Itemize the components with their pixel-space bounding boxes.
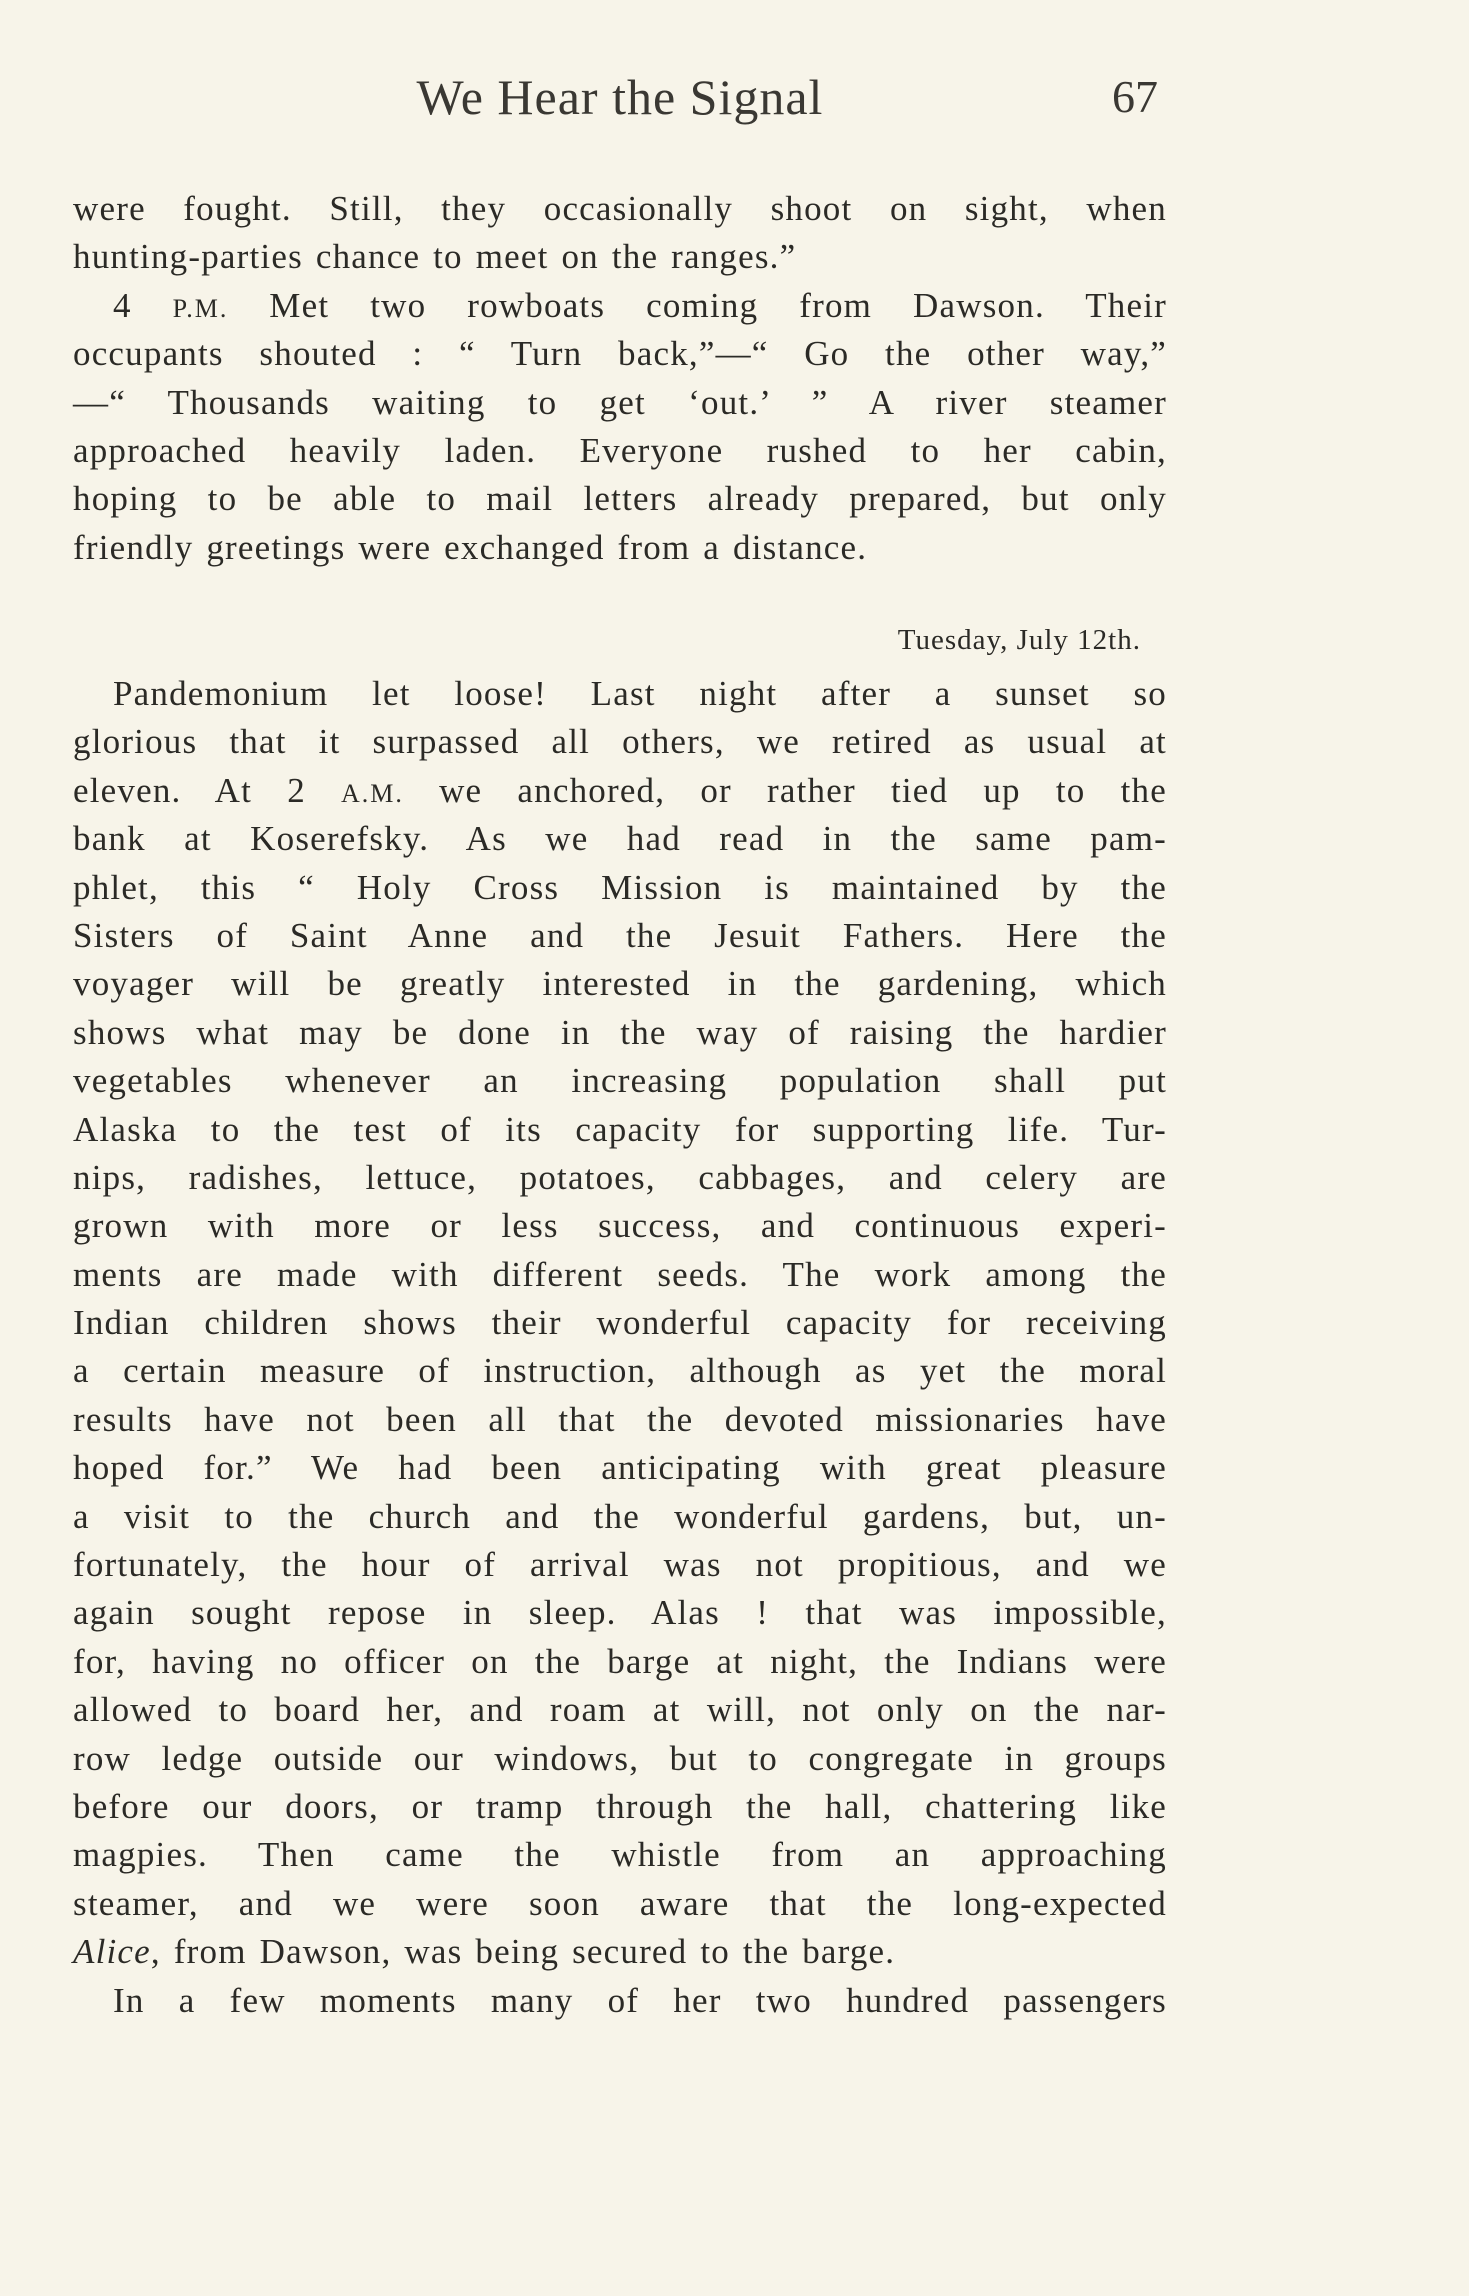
- line-text: grown with more or less success, and continuous experi-: [73, 1206, 1167, 1246]
- line-text: results have not been all that the devoted missionaries have: [73, 1399, 1167, 1439]
- text-line: [73, 1686, 1167, 1734]
- line-text: hoping to be able to mail letters already prepared, but only: [73, 479, 1167, 519]
- line-text: , from Dawson, was being secured to the barge.: [150, 1932, 896, 1972]
- line-text: nips, radishes, lettuce, potatoes, cabbages, and celery are: [73, 1157, 1167, 1197]
- running-title: We Hear the Signal: [416, 69, 824, 125]
- line-text: phlet, this “ Holy Cross Mission is maintained by the: [73, 867, 1167, 907]
- small-caps-text: P.M.: [172, 293, 229, 323]
- line-text: occupants shouted : “ Turn back,”—“ Go the other way,”: [73, 334, 1167, 374]
- text-line: [73, 330, 1167, 378]
- line-text: magpies. Then came the whistle from an approaching: [73, 1835, 1167, 1875]
- line-text: allowed to board her, and roam at will, not only on the nar-: [73, 1690, 1167, 1730]
- text-line: [73, 767, 1167, 815]
- text-line: [73, 379, 1167, 427]
- paragraph-block-1: [73, 185, 1167, 572]
- line-text: glorious that it surpassed all others, we retired as usual at: [73, 722, 1167, 762]
- text-line: [73, 1299, 1167, 1347]
- text-line: [73, 233, 1167, 281]
- line-text: Pandemonium let loose! Last night after a sunset so: [113, 674, 1167, 713]
- text-line: [73, 1493, 1167, 1541]
- line-text: fortunately, the hour of arrival was not propitious, and we: [73, 1545, 1167, 1585]
- text-line: [73, 1541, 1167, 1589]
- line-text: before our doors, or tramp through the hall, chattering like: [73, 1786, 1167, 1826]
- text-line: [73, 1154, 1167, 1202]
- italic-text: Alice: [73, 1932, 151, 1972]
- line-text: Met two rowboats coming from Dawson. Their: [228, 285, 1167, 325]
- text-line: [73, 864, 1167, 912]
- line-text: ments are made with different seeds. The work among the: [73, 1254, 1167, 1294]
- text-line: [73, 524, 1167, 572]
- line-text: hunting-parties chance to meet on the ranges.”: [73, 237, 797, 277]
- date-heading: Tuesday, July 12th.: [897, 624, 1141, 656]
- text-line: [73, 427, 1167, 475]
- text-line: [73, 718, 1167, 766]
- line-text: vegetables whenever an increasing population shall put: [73, 1061, 1167, 1101]
- line-text: approached heavily laden. Everyone rushed to her cabin,: [73, 430, 1167, 470]
- text-line: [73, 815, 1167, 863]
- text-line: [73, 1057, 1167, 1105]
- text-line: [73, 1444, 1167, 1492]
- line-text: were fought. Still, they occasionally shoot on sight, when: [73, 189, 1167, 228]
- line-text: bank at Koserefsky. As we had read in the same pam-: [73, 819, 1167, 859]
- line-text: Sisters of Saint Anne and the Jesuit Fathers. Here the: [73, 915, 1167, 955]
- line-text: shows what may be done in the way of raising the hardier: [73, 1012, 1167, 1052]
- text-line: [73, 475, 1167, 523]
- text-line: [73, 1106, 1167, 1154]
- line-text: row ledge outside our windows, but to congregate in groups: [73, 1738, 1167, 1778]
- line-text: steamer, and we were soon aware that the long-expected: [73, 1883, 1167, 1923]
- line-text: hoped for.” We had been anticipating with great pleasure: [73, 1448, 1167, 1488]
- line-text: we anchored, or rather tied up to the: [403, 770, 1167, 810]
- text-line: [73, 1735, 1167, 1783]
- page-number: 67: [1112, 71, 1158, 122]
- text-line: [73, 1202, 1167, 1250]
- text-line: [73, 1589, 1167, 1637]
- text-line: [73, 1928, 1167, 1976]
- line-text: Indian children shows their wonderful capacity for receiving: [73, 1303, 1167, 1343]
- line-text: voyager will be greatly interested in the gardening, which: [73, 964, 1167, 1004]
- line-text: a visit to the church and the wonderful gardens, but, un-: [73, 1496, 1167, 1536]
- text-line: [73, 1783, 1167, 1831]
- text-line: [73, 960, 1167, 1008]
- line-text: friendly greetings were exchanged from a distance.: [73, 527, 868, 567]
- text-line: [73, 1251, 1167, 1299]
- line-text: again sought repose in sleep. Alas ! that was impossible,: [73, 1593, 1167, 1633]
- text-line: [73, 670, 1167, 718]
- text-line: [73, 1009, 1167, 1057]
- small-caps-text: A.M.: [341, 778, 404, 808]
- text-line: [73, 1880, 1167, 1928]
- text-line: [73, 912, 1167, 960]
- paragraph-block-2: [73, 670, 1167, 2025]
- line-text: for, having no officer on the barge at night, the Indians were: [73, 1641, 1167, 1681]
- line-text: 4: [113, 285, 173, 325]
- text-line: [73, 185, 1167, 233]
- text-line: [73, 1347, 1167, 1395]
- line-text: eleven. At 2: [73, 770, 342, 810]
- text-line: [73, 1638, 1167, 1686]
- line-text: a certain measure of instruction, although as yet the moral: [73, 1351, 1167, 1391]
- line-text: —“ Thousands waiting to get ‘out.’ ” A river steamer: [73, 382, 1167, 422]
- line-text: In a few moments many of her two hundred passengers: [113, 1980, 1167, 2020]
- line-text: Alaska to the test of its capacity for supporting life. Tur-: [73, 1109, 1167, 1149]
- text-line: [73, 282, 1167, 330]
- text-line: [73, 1396, 1167, 1444]
- text-line: [73, 1831, 1167, 1879]
- text-line: [73, 1977, 1167, 2025]
